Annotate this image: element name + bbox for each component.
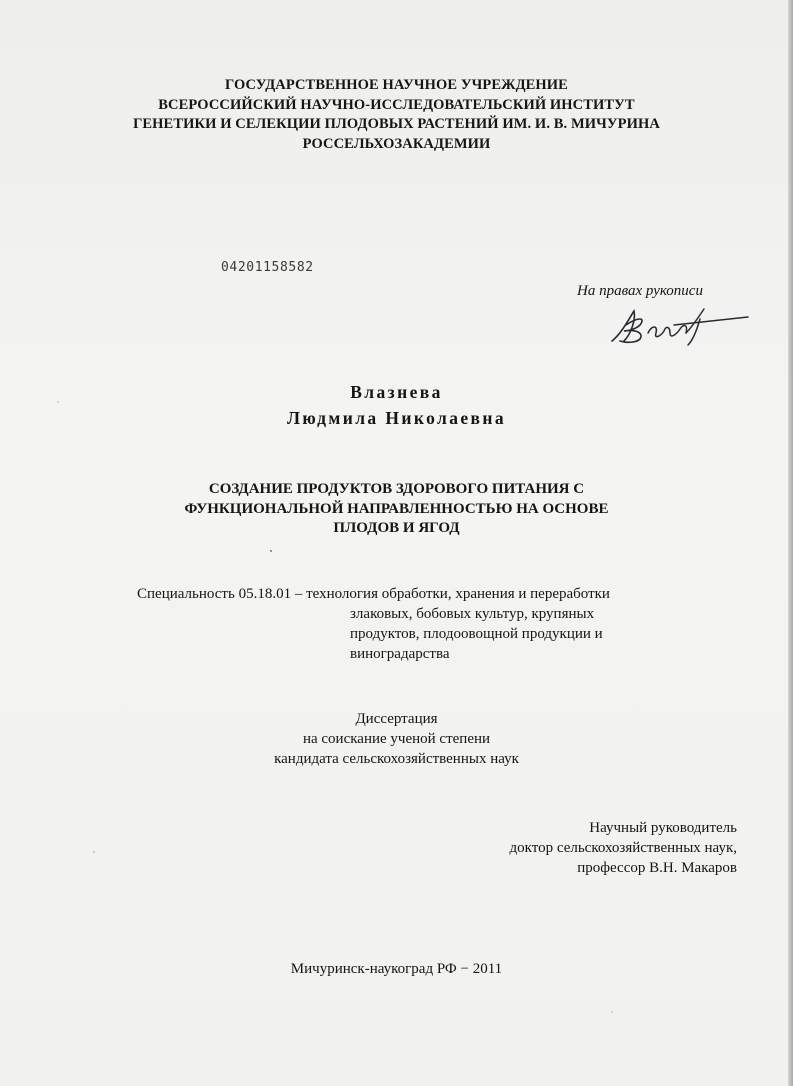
specialty-continuation: продуктов, плодоовощной продукции и [350,626,603,642]
library-stamp-number: 04201158582 [221,260,314,275]
degree-block [0,709,793,769]
title-line: СОЗДАНИЕ ПРОДУКТОВ ЗДОРОВОГО ПИТАНИЯ С [208,481,585,497]
supervisor-line: профессор В.Н. Макаров [577,860,737,876]
author-given-names: Людмила Николаевна [286,408,507,428]
degree-line: Диссертация [355,711,438,727]
dissertation-title [0,480,793,539]
degree-line: на соискание ученой степени [302,731,491,747]
degree-line: кандидата сельскохозяйственных наук [274,751,519,767]
specialty-continuation: виноградарства [350,646,450,662]
header-line: РОССЕЛЬХОЗАКАДЕМИИ [302,135,491,152]
supervisor-block [510,818,737,878]
header-line: ВСЕРОССИЙСКИЙ НАУЧНО-ИССЛЕДОВАТЕЛЬСКИЙ ИНСТИТУТ [158,96,635,113]
specialty-line: Специальность 05.18.01 – технология обработки, хранения и переработки [137,586,610,602]
footer-text: Мичуринск-наукоград РФ − 2011 [290,961,503,977]
place-and-year [0,961,793,978]
specialty-block [137,584,610,664]
header-line: ГЕНЕТИКИ И СЕЛЕКЦИИ ПЛОДОВЫХ РАСТЕНИЙ ИМ. И. В. МИЧУРИНА [133,116,660,132]
supervisor-line: Научный руководитель [589,820,737,836]
author-signature [604,303,752,347]
author-surname: Влазнева [350,382,443,402]
title-line: ПЛОДОВ И ЯГОД [333,520,460,536]
specialty-continuation: злаковых, бобовых культур, крупяных [350,606,595,622]
scan-edge [788,0,793,1086]
institution-header [0,76,793,154]
rights-note: На правах рукописи [577,283,703,299]
header-line: ГОСУДАРСТВЕННОЕ НАУЧНОЕ УЧРЕЖДЕНИЕ [225,77,568,93]
author-name [0,379,793,431]
supervisor-line: доктор сельскохозяйственных наук, [509,840,737,856]
title-line: ФУНКЦИОНАЛЬНОЙ НАПРАВЛЕННОСТЬЮ НА ОСНОВЕ [184,500,609,517]
